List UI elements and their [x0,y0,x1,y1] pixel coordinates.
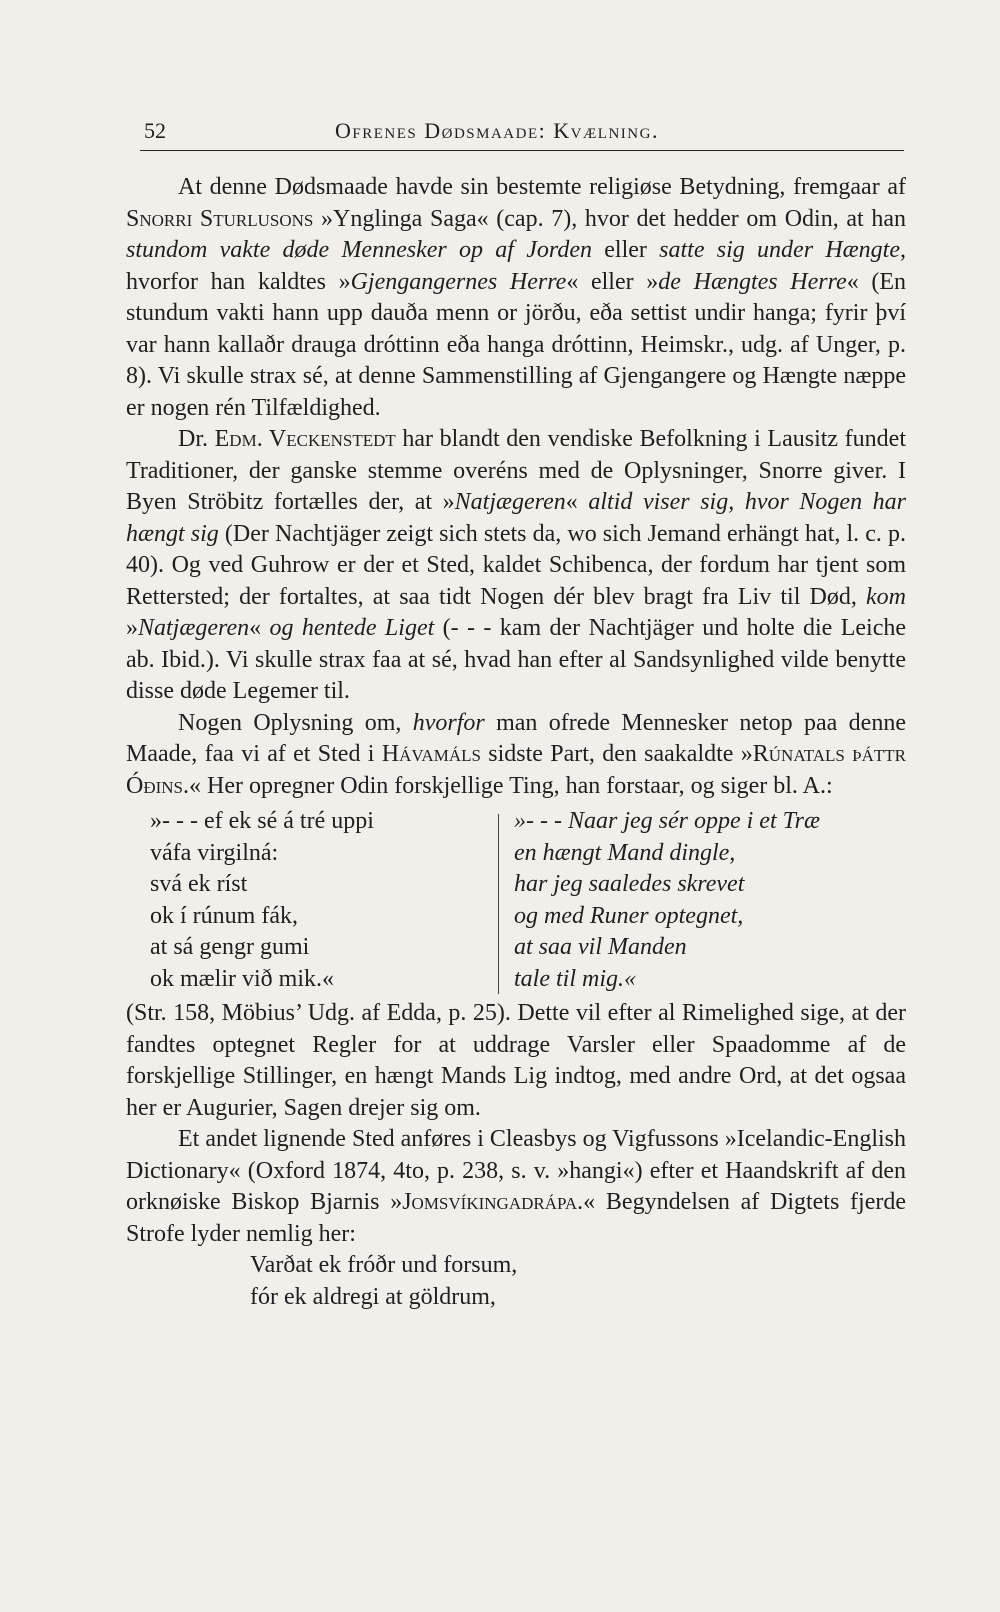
closing-verse [126,1250,906,1313]
italic-phrase: Natjægeren [454,489,566,515]
text-run: Dr. [178,426,215,452]
verse-line: at saa vil Manden [514,934,687,960]
italic-phrase: Gjengangernes Herre [350,268,567,295]
verse-line: svá ek ríst [150,871,248,897]
verse-original [150,806,374,995]
running-head: Ofrenes Dødsmaade: Kvælning. [335,118,659,143]
text-run: « Her opregner Odin forskjellige Ting, han forstaar, og siger bl. A.: [189,772,833,799]
text-run: « (En stundum vakti hann upp dauða menn or jörðu, eða settist undir hanga; fyrir því var hann kallaðr drauga dróttinn eða hanga dróttinn, Heimskr., udg. af Unger, p. 8). Vi skulle strax sé, at denne Sammenstilling af Gjengangere og Hængte næppe er nogen rén Tilfældighed. [126,268,907,421]
verse-line: tale til mig.« [514,965,636,992]
author-name: Edm. Veckenstedt [214,426,396,452]
verse-translation [514,806,820,995]
verse-line: ok mælir við mik.« [150,965,335,992]
text-run: har blandt den vendiske Befolkning i Lausitz fundet Traditioner, der ganske stemme overéns med de Oplysninger, Snorre giver. I Byen Ströbitz fortælles der, at » [126,426,906,515]
italic-phrase: altid viser sig, hvor Nogen har hængt sig [126,489,907,547]
text-run: »Ynglinga Saga« (cap. 7), hvor det hedder om Odin, at han [313,205,906,232]
text-run: Et andet lignende Sted anføres i Cleasbys og Vigfussons »Icelandic-English Dictionary« (Oxford 1874, 4to, p. 238, s. v. »hangi«) efter et Haandskrift af den orknøiske Biskop Bjarnis » [126,1126,906,1215]
text-run: « Begyndelsen af Digtets fjerde Strofe lyder nemlig her: [126,1189,907,1247]
page-number: 52 [144,118,166,143]
text-run: « eller » [566,268,659,295]
text-run: (- - - kam der Nachtjäger und holte die Leiche ab. Ibid.). Vi skulle strax faa at sé, hvad han efter al Sandsynlighed vilde benytte disse døde Legemer til. [126,615,907,704]
work-title: Jomsvíkingadrápa. [402,1189,584,1215]
italic-phrase: stundom vakte døde Mennesker op af Jorden [126,237,592,263]
italic-phrase: kom [866,583,906,610]
text-run: » [126,615,138,641]
verse-line: »- - - Naar jeg sér oppe i et Træ [514,808,820,834]
text-run: At denne Dødsmaade havde sin bestemte religiøse Betydning, fremgaar af [178,174,906,200]
verse-line: en hængt Mand dingle, [514,839,736,866]
work-title: Hávamáls [381,741,481,767]
text-run: « [565,489,589,515]
verse-line: at sá gengr gumi [150,934,310,960]
verse-line: Varðat ek fróðr und forsum, [250,1252,518,1278]
paragraph-1 [126,172,906,424]
page-body [126,172,906,1313]
paragraph-4: (Str. 158, Möbius’ Udg. af Edda, p. 25). Dette vil efter al Rimelighed sige, at der fandtes optegnet Regler for at uddrage Varsler eller Spaadomme af de forskjellige Stillinger, en hængt Mands Lig indtog, med andre Ord, at det ogsaa her er Augurier, Sagen drejer sig om. [126,1000,906,1121]
paragraph-3 [126,708,906,803]
verse-line: fór ek aldregi at göldrum, [250,1283,496,1310]
text-run: « [249,615,270,641]
verse-divider [498,814,499,994]
italic-phrase: de Hængtes Herre [658,268,847,295]
paragraph-2 [126,424,906,708]
italic-phrase: satte sig under Hængte [659,237,900,263]
verse-line: »- - - ef ek sé á tré uppi [150,808,374,834]
work-title: Rúnatals þáttr Óðins. [126,741,907,799]
italic-phrase: hvorfor [412,709,485,736]
author-name: Snorri Sturlusons [126,205,314,232]
paragraph-5 [126,1124,906,1250]
verse-line: ok í rúnum fák, [150,902,298,929]
italic-phrase: Natjægeren [138,615,250,641]
text-run: eller [591,237,660,263]
verse-block [126,806,906,996]
page-header [140,112,904,151]
verse-line: har jeg saaledes skrevet [514,871,745,897]
text-run: , hvorfor han kaldtes » [126,237,906,295]
verse-line: váfa virgilná: [150,839,279,866]
verse-line: og med Runer optegnet, [514,902,744,929]
text-run: man ofrede Mennesker netop paa denne Maade, faa vi af et Sted i [126,709,906,767]
text-run: sidste Part, den saakaldte » [480,741,753,767]
italic-phrase: og hentede Liget [269,615,435,641]
text-run: (Der Nachtjäger zeigt sich stets da, wo sich Jemand erhängt hat, l. c. p. 40). Og ved Guhrow er der et Sted, kaldet Schibenca, der fordum har tjent som Rettersted; der fortaltes, at saa tidt Nogen dér blev bragt fra Liv til Død, [126,520,906,610]
text-run: Nogen Oplysning om, [178,709,413,736]
